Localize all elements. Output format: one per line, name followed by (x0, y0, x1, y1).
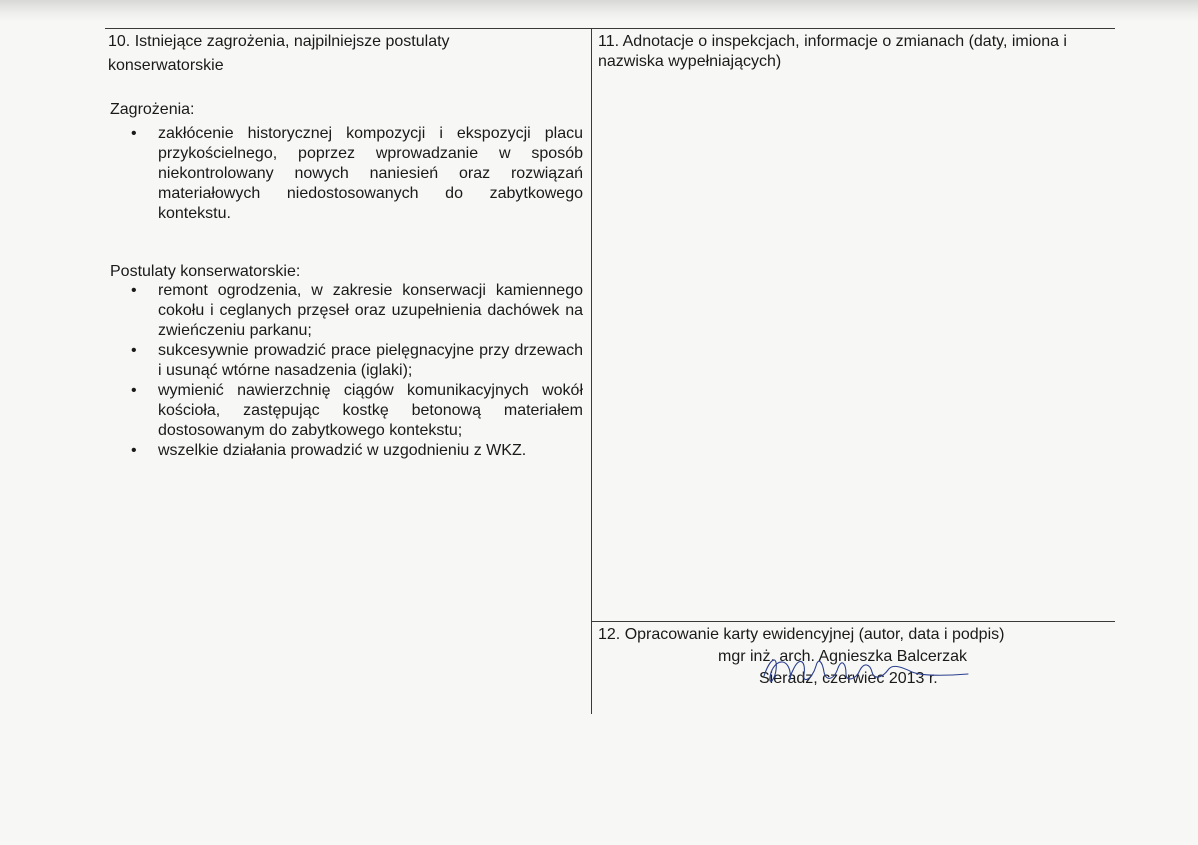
section12-top-rule (591, 621, 1115, 622)
list-item: • zakłócenie historycznej kompozycji i ekspozycji placu przykościelnego, poprzez wprowadzanie w sposób niekontrolowany nowych naniesień oraz rozwiązań materiałowych niedostosowanych do zabytkowego kontekstu. (110, 124, 583, 224)
table-top-rule (105, 28, 1115, 29)
list-item: • remont ogrodzenia, w zakresie konserwacji kamiennego cokołu i ceglanych przęseł oraz uzupełnienia dachówek na zwieńczeniu parkanu; (110, 281, 583, 341)
handwritten-signature (742, 640, 982, 696)
list-item: • sukcesywnie prowadzić prace pielęgnacyjne przy drzewach i usunąć wtórne nasadzenia (iglaki); (110, 341, 583, 381)
section10-heading-line2: konserwatorskie (108, 57, 224, 74)
section11-heading-line1: 11. Adnotacje o inspekcjach, informacje o zmianach (daty, imiona i (598, 33, 1067, 50)
table-column-divider (591, 28, 592, 714)
section10-heading-line1: 10. Istniejące zagrożenia, najpilniejsze postulaty (108, 33, 450, 50)
author-name: mgr inż. arch. Agnieszka Balcerzak (718, 648, 967, 665)
threats-list (110, 124, 583, 224)
postulates-list (110, 281, 583, 461)
list-item: • wszelkie działania prowadzić w uzgodnieniu z WKZ. (110, 441, 583, 461)
postulates-label: Postulaty konserwatorskie: (110, 263, 301, 280)
section11-heading-line2: nazwiska wypełniających) (598, 53, 782, 70)
list-item: • wymienić nawierzchnię ciągów komunikacyjnych wokół kościoła, zastępując kostkę betonową materiałem dostosowanym do zabytkowego kontekstu; (110, 381, 583, 441)
scan-edge-shadow (0, 0, 1198, 22)
place-and-date: Sieradz, czerwiec 2013 r. (759, 670, 938, 687)
threats-label: Zagrożenia: (110, 101, 195, 118)
section12-heading: 12. Opracowanie karty ewidencyjnej (autor, data i podpis) (598, 626, 1005, 643)
